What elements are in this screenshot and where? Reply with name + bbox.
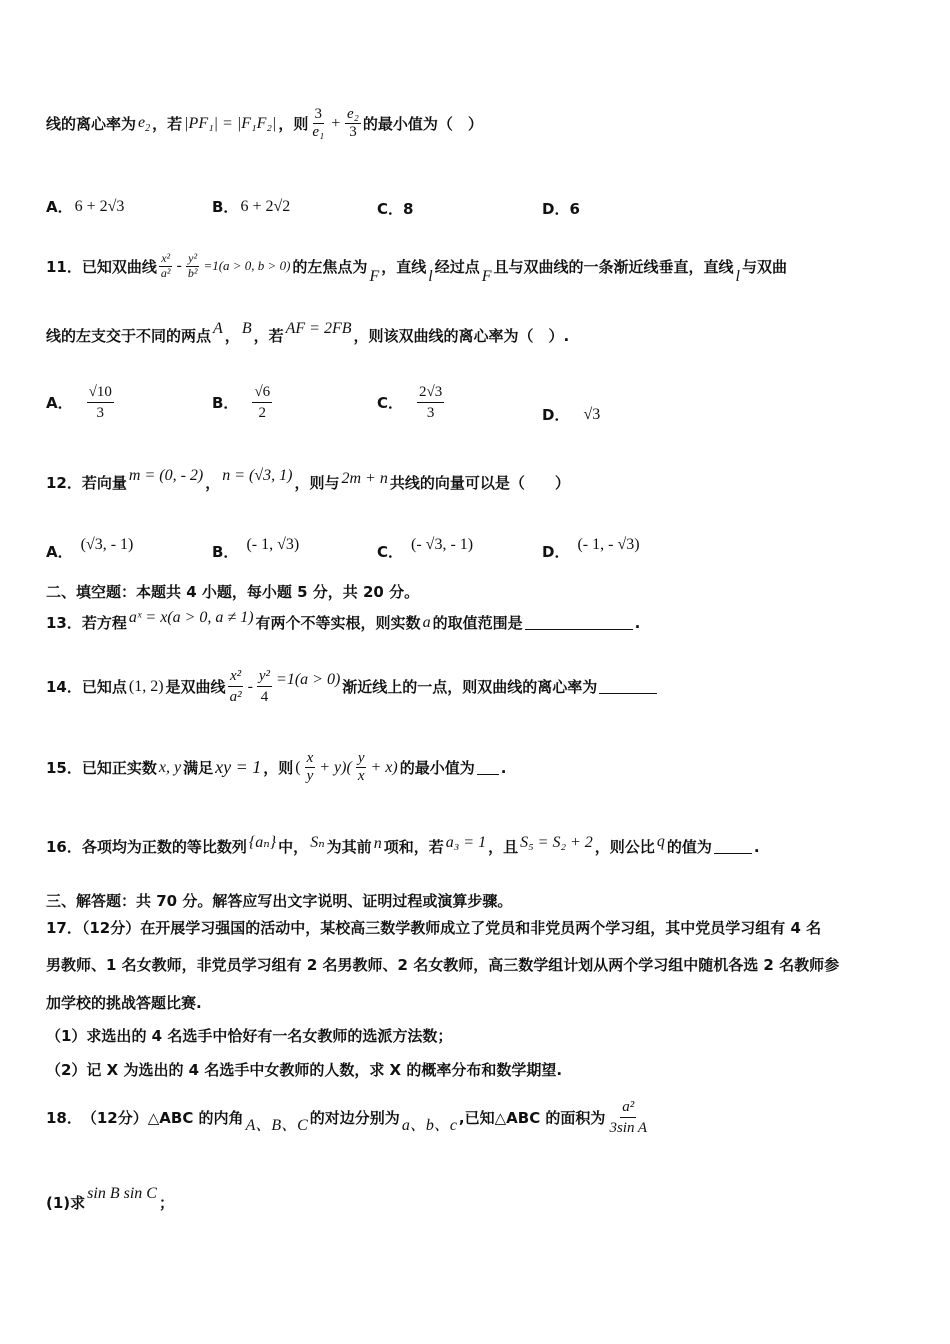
q15-number: 15． [46,759,82,778]
q10-condition: |PF₁| = |F₁F₂| [184,114,277,132]
q15-vars: x, y [158,758,182,776]
q18-part1-label: (1)求 [46,1194,86,1212]
q12-text-b: ，则与 [294,474,340,492]
q15-text-a: 已知正实数 [81,759,157,778]
q18-text-b: 的对边分别为 [309,1109,400,1128]
q11-stem-line-1 [46,246,787,286]
q16-text-d: 项和，若 [383,838,444,856]
q11-line2-a: 线的左支交于不同的两点 [46,327,212,345]
section-3-title: 三、解答题：共 70 分。解答应写出文字说明、证明过程或演算步骤。 [46,892,513,910]
q14-number: 14． [46,678,82,697]
q12-vector-n: n = (√3, 1) [222,466,293,484]
q11-text-f: 与双曲 [741,257,787,276]
q12-option-a: A． (√3, - 1) [46,535,134,561]
q18-sides: a、b、c [401,1117,457,1135]
q17-line-1: 17．（12分）在开展学习强国的活动中，某校高三数学教师成立了党员和非党员两个学习组，其中党员学习组有 4 名 [46,919,822,937]
q14-answer-blank[interactable] [599,679,657,694]
q15-condition: xy = 1 [215,757,262,778]
q14-text-a: 已知点 [81,678,127,697]
q16-n: n [373,834,382,852]
q13-number: 13． [46,614,82,632]
q16-number: 16． [46,838,82,856]
q13-var-a: a [422,613,431,631]
q11-eq-rest: =1(a > 0, b > 0) [203,258,291,273]
q11-eq-minus: - [176,257,182,274]
q11-eq-frac-2: $\frac{\text{y²}}{\text{b²}}$ [187,250,198,280]
q15-text-c: ，则 [263,759,294,778]
q15-mid-2: + x) [370,758,398,776]
q14-eq-rest: =1(a > 0) [276,670,341,688]
q11-line-l: l [428,268,433,285]
q12-expression: 2m + n [341,469,388,487]
q16-S5: S₅ = S₂ + 2 [520,833,593,851]
q11-point-F: F [481,268,492,285]
q15-text-d: 的最小值为 [399,759,475,778]
q10-stem-line [46,106,483,142]
q10-option-b: B． 6 + 2√2 [212,197,291,216]
q10-text-d: 的最小值为（ ） [362,115,483,134]
q11-line2-b: ，若 [253,327,284,345]
q14-point: (1, 2) [128,677,164,695]
q11-focus-F: F [369,268,380,285]
q15-frac-2: $\frac{y}{x}$ [357,750,365,785]
q13-end: . [634,613,641,632]
q11-line-l-2: l [735,268,740,285]
q18-angles: A、B、C [245,1117,308,1135]
q16-text-c: 为其前 [326,838,372,856]
q11-line2-c: ，则该双曲线的离心率为（ ）. [353,327,570,345]
q15-end: . [500,758,507,777]
q17-line-2: 男教师、1 名女教师，非党员学习组有 2 名男教师、2 名女教师，高三数学组计划从两个学习组中随机各选 2 名教师参 [46,956,840,974]
q11-option-c: C． $\frac{2√3}{3}$ [377,384,443,422]
q16-sequence: {aₙ} [248,833,277,851]
q11-point-B: B [241,319,252,337]
q16-stem-line [46,832,760,857]
q12-option-c: C． (- √3, - 1) [377,535,474,561]
q16-end: . [753,837,760,856]
q10-text-a: 线的离心率为 [46,115,137,134]
q10-option-a: A． 6 + 2√3 [46,197,125,216]
q15-answer-blank[interactable] [477,760,499,775]
section-2-title: 二、填空题：本题共 4 小题，每小题 5 分，共 20 分。 [46,583,420,601]
q15-open-paren: ( [295,758,301,776]
q10-e2: $e_2$ [138,113,151,134]
q14-frac-2: $\frac{\text{y²}}{4}$ [258,668,271,706]
q15-text-b: 满足 [183,759,214,778]
q17-part-1: （1）求选出的 4 名选手中恰好有一名女教师的选派方法数； [46,1027,453,1045]
q18-part-1 [46,1178,174,1213]
q10-fraction-2: $\frac{\text{e₂}}{3}$ [347,106,359,141]
q16-text-g: 的值为 [666,838,712,856]
q16-a3: a₃ = 1 [445,833,487,851]
q18-text-a: （12分）△ABC 的内角 [81,1109,244,1128]
q11-sep: ， [224,327,240,345]
q18-number: 18． [46,1109,82,1128]
q18-part1-end: ； [158,1194,174,1212]
q14-stem-line [46,666,659,708]
q12-text-c: 共线的向量可以是（ ） [389,474,570,492]
q16-text-f: ，则公比 [594,838,655,856]
q10-plus: + [330,114,341,132]
q15-frac-1: $\frac{x}{y}$ [306,750,314,785]
q11-text-d: 经过点 [434,257,480,276]
q11-option-b: B． $\frac{√6}{2}$ [212,384,271,422]
q10-text-c: ，则 [278,115,309,134]
q17-part-2: （2）记 X 为选出的 4 名选手中女教师的人数，求 X 的概率分布和数学期望. [46,1061,563,1079]
q11-text-b: 的左焦点为 [292,257,368,276]
q12-option-b: B． (- 1, √3) [212,535,300,561]
q14-frac-1: $\frac{\text{x²}}{\text{a²}}$ [229,668,242,706]
q11-option-a: A． $\frac{√10}{3}$ [46,384,112,422]
q12-vector-m: m = (0, - 2) [128,466,204,484]
q11-vector-condition: AF = 2FB [285,319,352,337]
q15-stem-line [46,750,506,786]
q11-text-e: 且与双曲线的一条渐近线垂直，直线 [493,257,734,276]
q18-stem-line [46,1097,651,1139]
q10-text-b: ，若 [152,115,183,134]
q12-stem-line [46,466,570,493]
q16-answer-blank[interactable] [714,839,752,854]
q10-option-c: C． 8 [377,199,414,218]
q16-text-b: 中， [278,838,309,856]
q18-part1-expression: sin B sin C [87,1184,157,1202]
q12-text-a: 若向量 [81,474,127,492]
q17-line-3: 加学校的挑战答题比赛. [46,994,202,1012]
q13-text-c: 的取值范围是 [432,614,523,632]
q11-option-d: D． √3 [542,405,601,424]
q13-equation: aˣ = x(a > 0, a ≠ 1) [128,608,254,626]
q11-number: 11． [46,257,82,276]
q16-Sn: Sₙ [310,833,325,851]
q16-q: q [656,832,665,850]
q18-area-fraction: $\frac{\text{a²}}{\text{3sin A}}$ [609,1099,648,1137]
q12-sep: ， [205,474,221,492]
q16-text-e: ，且 [488,838,519,856]
q14-minus: - [247,677,253,695]
q13-stem-line [46,608,641,633]
q11-eq-frac-1: $\frac{\text{x²}}{\text{a²}}$ [160,250,171,280]
q12-number: 12． [46,474,82,492]
q10-option-d: D． 6 [542,199,580,218]
q10-fraction-1: $\frac{3}{\text{e₁}}$ [312,106,325,141]
q14-text-b: 是双曲线 [165,678,226,697]
q11-text-a: 已知双曲线 [81,257,157,276]
q12-option-d: D． (- 1, - √3) [542,535,640,561]
q13-text-a: 若方程 [81,614,127,632]
q11-stem-line-2 [46,319,570,346]
q16-text-a: 各项均为正数的等比数列 [81,838,247,856]
q18-text-c: ,已知△ABC 的面积为 [458,1109,606,1128]
q11-text-c: ，直线 [381,257,427,276]
q14-text-c: 渐近线上的一点，则双曲线的离心率为 [342,678,598,697]
q15-mid-1: + y)( [319,758,352,776]
q13-answer-blank[interactable] [525,615,633,630]
q13-text-b: 有两个不等实根，则实数 [255,614,421,632]
q11-point-A: A [213,319,223,337]
